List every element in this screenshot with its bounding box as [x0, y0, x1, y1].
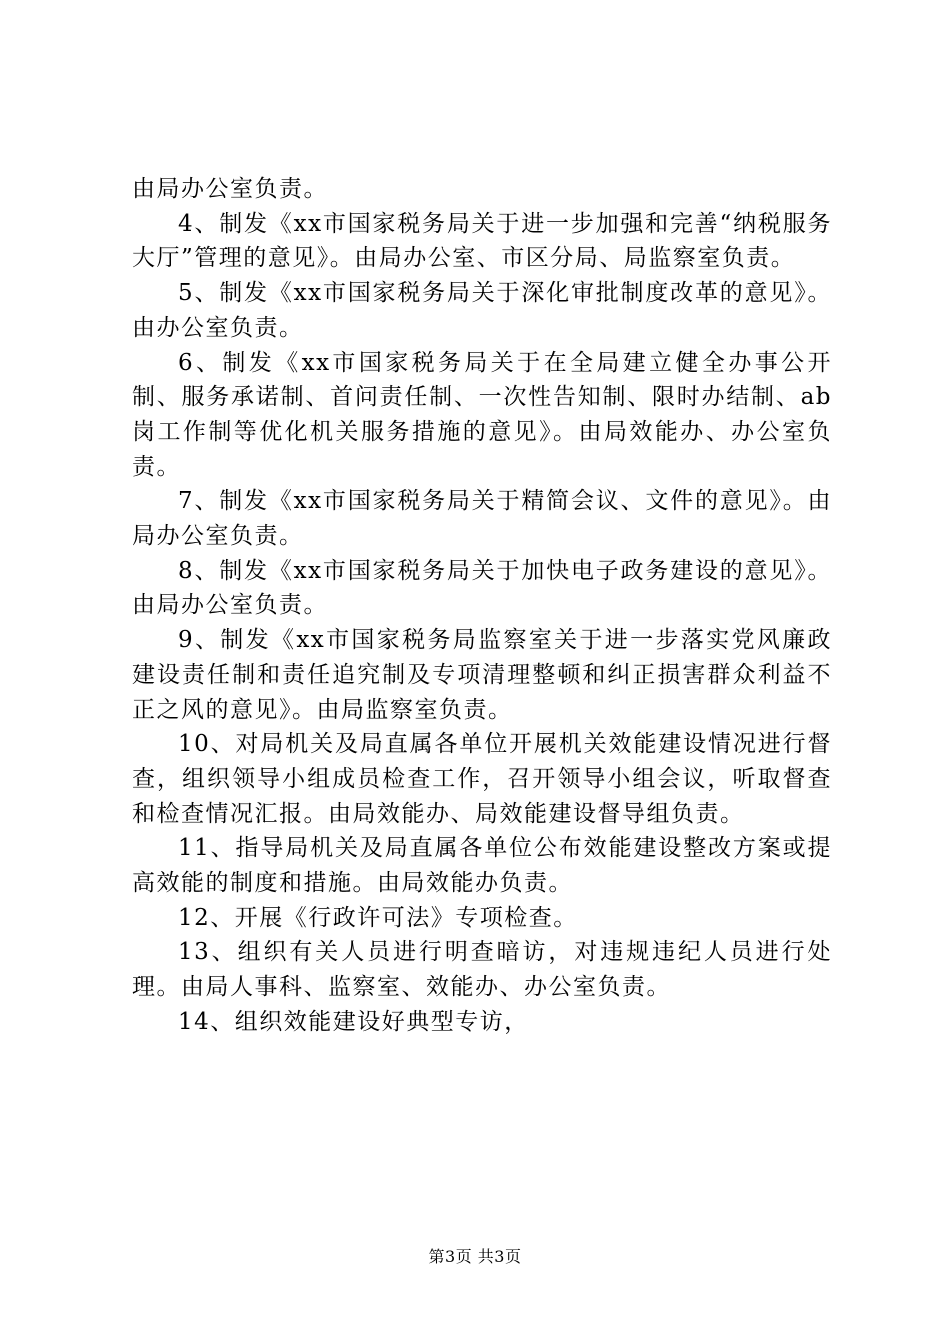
paragraph-8: 10、对局机关及局直属各单位开展机关效能建设情况进行督查，组织领导小组成员检查工作，召开领导小组会议，听取督查和检查情况汇报。由局效能办、局效能建设督导组负责。: [132, 731, 832, 827]
paragraph-9: 11、指导局机关及局直属各单位公布效能建设整改方案或提高效能的制度和措施。由局效能办负责。: [132, 835, 832, 897]
paragraph-10: 12、开展《行政许可法》专项检查。: [178, 904, 578, 931]
paragraph-6: 8、制发《xx市国家税务局关于加快电子政务建设的意见》。由局办公室负责。: [132, 557, 832, 619]
paragraph-12: 14、组织效能建设好典型专访，: [178, 1008, 529, 1035]
paragraph-11: 13、组织有关人员进行明查暗访，对违规违纪人员进行处理。由局人事科、监察室、效能办、办公室负责。: [132, 939, 832, 1001]
paragraph-1: 由局办公室负责。: [132, 176, 328, 202]
paragraph-3: 5、制发《xx市国家税务局关于深化审批制度改革的意见》。由办公室负责。: [132, 280, 832, 341]
paragraph-5: 7、制发《xx市国家税务局关于精简会议、文件的意见》。由局办公室负责。: [132, 488, 832, 550]
paragraph-7: 9、制发《xx市国家税务局监察室关于进一步落实党风廉政建设责任制和责任追究制及专项清理整顿和纠正损害群众利益不正之风的意见》。由局监察室负责。: [132, 627, 832, 723]
paragraph-2: 4、制发《xx市国家税务局关于进一步加强和完善“纳税服务大厅”管理的意见》。由局办公室、市区分局、局监察室负责。: [132, 210, 832, 272]
document-body: [132, 172, 832, 1040]
page-footer: 第3页 共3页: [428, 1247, 522, 1266]
paragraph-4: 6、制发《xx市国家税务局关于在全局建立健全办事公开制、服务承诺制、首问责任制、一次性告知制、限时办结制、ab岗工作制等优化机关服务措施的意见》。由局效能办、办公室负责。: [132, 349, 832, 480]
